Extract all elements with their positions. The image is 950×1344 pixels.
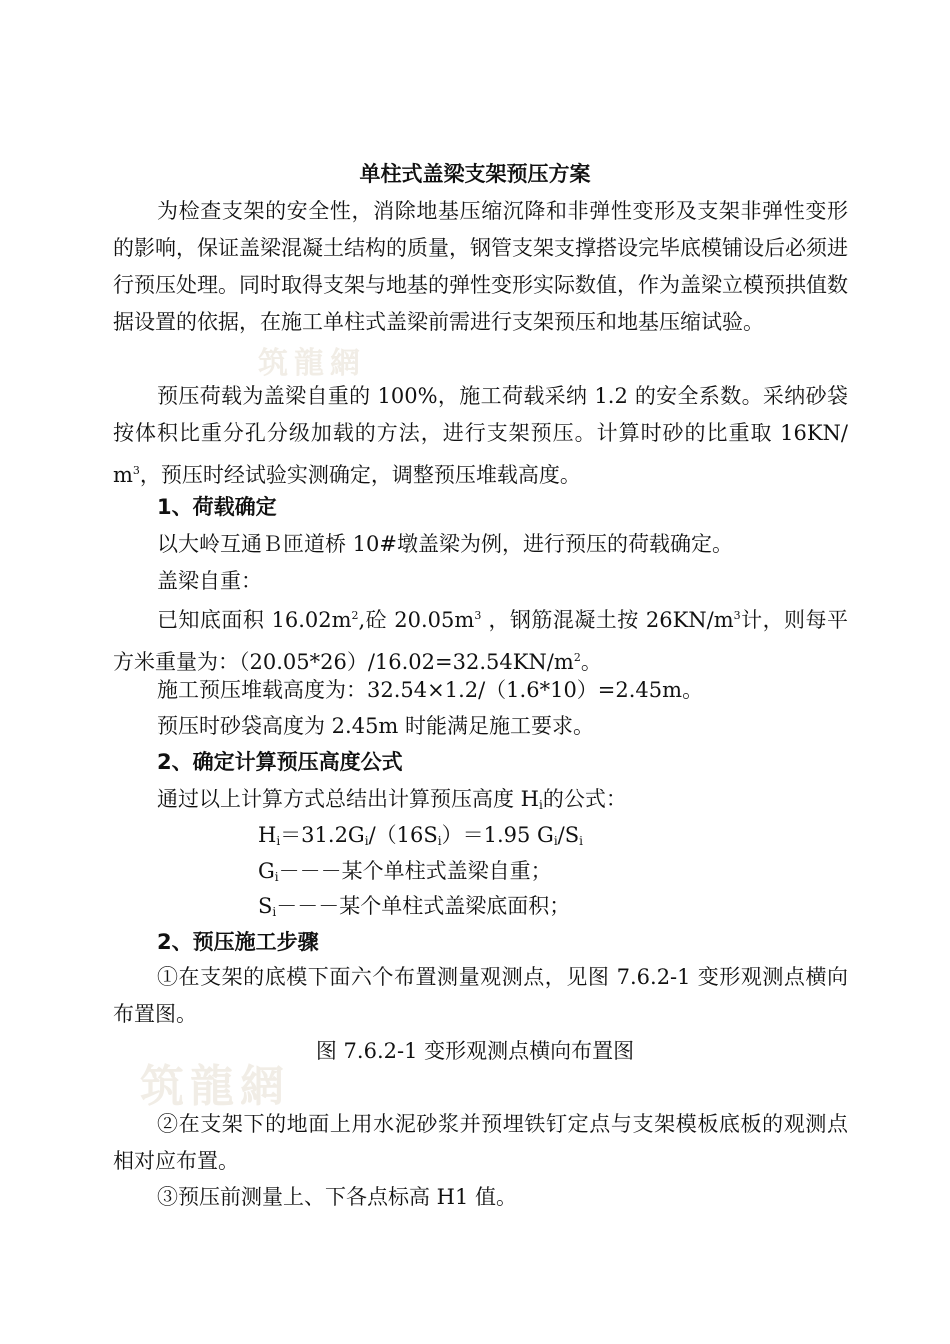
example-line: 以大岭互通Ｂ匝道桥 10#墩盖梁为例，进行预压的荷载确定。 [157,532,733,556]
definition-s: $S_i---$某个单柱式盖梁底面积； [258,894,571,919]
section-heading-formula: 2、确定计算预压高度公式 [157,750,403,774]
section-heading-load: 1、荷载确定 [157,495,277,519]
load-paragraph: 预压荷载为盖梁自重的 100%，施工荷载采纳 1.2 的安全系数。采纳砂袋按体积比重分孔分级加载的方法，进行支架预压。计算时砂的比重取 16KN/ $m^3$，预压时经试验实测确定，调整预压堆载高度。 [113,384,848,487]
figure-caption: 图 7.6.2-1 变形观测点横向布置图 [315,1039,635,1063]
step-2-paragraph: ②在支架下的地面上用水泥砂浆并预埋铁钉定点与支架模板底板的观测点相对应布置。 [113,1112,848,1173]
document-title: 单柱式盖梁支架预压方案 [359,162,591,186]
formula-summary-line: 通过以上计算方式总结出计算预压高度 $H_i$的公式： [157,787,627,812]
section-heading-steps: 2、预压施工步骤 [157,930,319,954]
weight-calc-paragraph: 已知底面积 $16.02m^2$,砼 $20.05m^3$ ，钢筋混凝土按 $26KN/m^3$计，则每平方米重量为：$(20.05*26)/16.02=32.54KN/m^2$。 [113,608,848,674]
definition-g: $G_i---$某个单柱式盖梁自重； [258,859,552,884]
step-3-line: ③预压前测量上、下各点标高 H1 值。 [157,1185,518,1209]
self-weight-label: 盖梁自重： [157,569,262,593]
intro-paragraph: 为检查支架的安全性，消除地基压缩沉降和非弹性变形及支架非弹性变形的影响，保证盖梁混凝土结构的质量，钢管支架支撑搭设完毕底模铺设后必须进行预压处理。同时取得支架与地基的弹性变形实际数值，作为盖梁立模预拱值数据设置的依据，在施工单柱式盖梁前需进行支架预压和地基压缩试验。 [113,199,848,334]
watermark: 筑龍網 [140,1061,290,1112]
stack-height-line: 施工预压堆载高度为：32.54×1.2/（1.6*10）=2.45m。 [157,678,704,702]
step-1-paragraph: ①在支架的底模下面六个布置测量观测点，见图 7.6.2-1 变形观测点横向布置图。 [113,965,848,1026]
sand-height-line: 预压时砂袋高度为 2.45m 时能满足施工要求。 [157,714,595,738]
watermark: 筑龍網 [258,346,366,381]
height-formula: $H_i=31.2G_i/(16S_i)=1.95$ $G_i/S_i$ [258,823,583,848]
